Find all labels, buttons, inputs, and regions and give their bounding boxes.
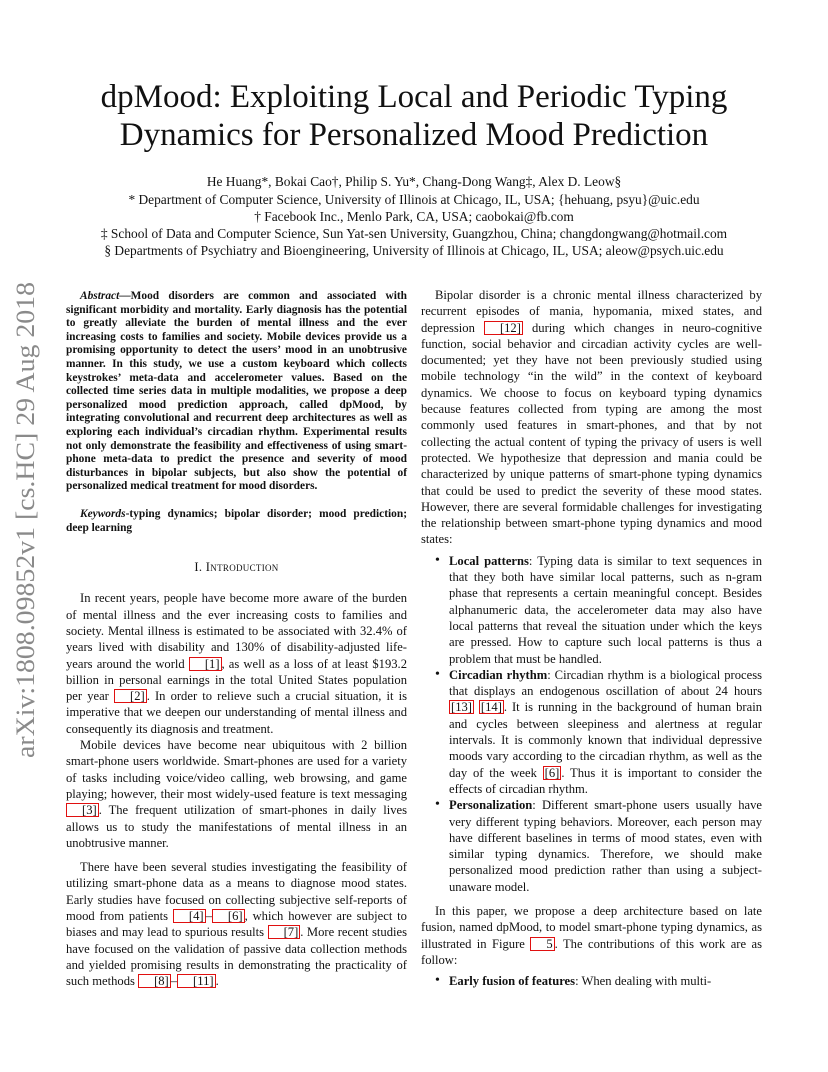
title-line-2: Dynamics for Personalized Mood Prediction — [119, 117, 709, 153]
intro-paragraph-3 — [66, 859, 407, 989]
citation-link[interactable]: [7] — [268, 925, 301, 939]
list-item — [449, 553, 762, 667]
figure-link[interactable]: 5 — [530, 937, 554, 951]
section-heading-introduction: I. Introduction — [194, 560, 279, 575]
list-item-heading: Circadian rhythm — [449, 667, 548, 682]
affiliation-4: § Departments of Psychiatry and Bioengineering, University of Illinois at Chicago, IL, USA; aleow@psych.uic.edu — [104, 243, 724, 258]
list-item-text: : Circadian rhythm is a biological process that displays an endogenous oscillation of about 24 hours — [449, 667, 762, 699]
list-item-heading: Local patterns — [449, 553, 529, 568]
keywords-text: -typing dynamics; bipolar disorder; mood prediction; deep learning — [66, 507, 407, 534]
range-dash: – — [205, 909, 212, 924]
paragraph-text: Bipolar disorder is a chronic mental illness characterized by recurrent episodes of mania, hypomania, mixed states, and depression — [421, 288, 762, 335]
range-dash: – — [170, 974, 178, 989]
paragraph-text: , which however are subject to biases and may lead to spurious results — [66, 909, 407, 940]
paragraph-text: . — [215, 974, 219, 989]
paragraph-text: In this paper, we propose a deep architecture based on late fusion, named dpMood, to model smart-phone typing dynamics, as illustrated in Figure — [421, 903, 762, 951]
list-item-heading: Personalization — [449, 798, 533, 813]
citation-link[interactable]: [12] — [484, 321, 523, 335]
citation-link[interactable]: [11] — [177, 974, 216, 988]
author-block — [60, 173, 768, 259]
citation-link[interactable]: [14] — [480, 700, 502, 715]
list-item-text: . Thus it is important to consider the effects of circadian rhythm. — [449, 765, 762, 796]
affiliation-1: * Department of Computer Science, University of Illinois at Chicago, IL, USA; {hehuang, psyu}@uic.edu — [128, 192, 700, 207]
intro-paragraph-2 — [66, 737, 407, 851]
paragraph-text: . More recent studies have focused on the validation of passive data collection methods and yielded promising results in demonstrating the practicality of such methods — [66, 925, 407, 989]
paragraph-text: . The contributions of this work are as follow: — [421, 936, 763, 967]
right-paragraph-1 — [421, 287, 762, 548]
paragraph-text: . In order to relieve such a crucial situation, it is imperative that we deepen our understanding of mental illness and consequently its diagnosis and treatment. — [66, 689, 407, 736]
list-item-text: : When dealing with multi- — [575, 974, 712, 989]
title-line-1: dpMood: Exploiting Local and Periodic Typing — [100, 79, 728, 115]
right-column — [421, 287, 762, 989]
citation-link[interactable]: [13] — [451, 700, 472, 715]
abstract — [66, 290, 407, 494]
list-item-heading: Early fusion of features — [449, 974, 576, 989]
abstract-label: Abstract — [80, 290, 120, 302]
citation-link[interactable]: [4] — [173, 909, 206, 923]
citation-link[interactable]: [3] — [66, 803, 99, 817]
paragraph-text: Mobile devices have become near ubiquitous with 2 billion smart-phone users worldwide. Smart-phones are used for a variety of tasks including voice/video calling, web browsing, and game playing; however, their most widely-used feature is text messaging — [66, 738, 407, 801]
keywords-label: Keywords — [80, 507, 126, 520]
list-item-text: . It is running in the background of human brain and cycles between sleepiness and alertness at regular intervals. It is commonly known that individual depressive moods vary according to the circadian rhythm, as well as the day of the week — [449, 700, 762, 780]
abstract-text: —Mood disorders are common and associated with significant morbidity and mortality. Early diagnosis has the potential to greatly alleviate the burden of mental illness and the ever increasing costs to families and society. Mobile devices provide us a promising opportunity to detect the users’ mood in an unobtrusive manner. In this study, we use a custom keyboard which collects keystrokes’ meta-data and accelerometer values. Based on the collected time series data in multiple modalities, we propose a deep personalized mood prediction approach, called dpMood, by integrating convolutional and recurrent deep architectures as well as exploring each individual’s circadian rhythm. Experimental results not only demonstrate the feasibility and effectiveness of using smart-phone meta-data to predict the presence and severity of mood disturbances in bipolar subjects, but also show the potential of personalized medical treatment for mood disorders. — [66, 290, 407, 493]
list-item-text: : Typing data is similar to text sequences in that they both have similar local patterns, such as n-gram phase that represents a certain meaningful concept. Besides alphanumeric data, the accelerometer data may also have local patterns that reveal the situation under which the keys are pressed. How to capture such local patterns is thus a problem that must be handled. — [449, 553, 762, 666]
affiliation-2: † Facebook Inc., Menlo Park, CA, USA; caobokai@fb.com — [254, 209, 574, 224]
citation-link[interactable]: [6] — [544, 765, 560, 780]
intro-paragraph-1 — [66, 590, 407, 737]
list-item — [449, 667, 762, 797]
paper-title — [60, 78, 768, 154]
list-item — [449, 797, 762, 895]
arxiv-side-stamp — [2, 280, 46, 760]
left-column — [66, 290, 407, 990]
paragraph-text: There have been several studies investigating the feasibility of utilizing smart-phone data as a means to diagnose mood states. Early studies have focused on collecting subjective self-reports of mood from patients — [66, 860, 407, 924]
paragraph-text: . The frequent utilization of smart-phones in daily lives allows us to study the manifestations of mental illness in an unobtrusive manner. — [66, 803, 407, 850]
right-paragraph-2 — [421, 903, 762, 968]
list-item-text: : Different smart-phone users usually have very different typing behaviors. Moreover, each person may have different baselines in terms of mood states, even with similar typing dynamics. Therefore, we should make personalized mood prediction rather than using a subject-unaware model. — [449, 798, 762, 894]
citation-link[interactable]: [6] — [212, 909, 245, 923]
contributions-list — [421, 973, 762, 989]
paragraph-text: In recent years, people have become more aware of the burden of mental illness and the ever increasing costs to families and society. Mental illness is estimated to be associated with 32.4% of years lived with disability and 130% of disability-adjusted life-years around the world — [66, 591, 407, 671]
citation-link[interactable]: [1] — [189, 657, 222, 671]
author-list: He Huang*, Bokai Cao†, Philip S. Yu*, Chang-Dong Wang‡, Alex D. Leow§ — [206, 174, 622, 189]
paragraph-text: , as well as a loss of at least $193.2 billion in personal earnings in the total United States population per year — [66, 656, 407, 704]
arxiv-identifier: arXiv:1808.09852v1 [cs.HC] 29 Aug 2018 — [10, 304, 40, 758]
citation-link[interactable]: [2] — [114, 689, 147, 703]
citation-link[interactable]: [8] — [138, 974, 171, 988]
paragraph-text: during which changes in neuro-cognitive function, social behavior and circadian activity cycles are well-documented; yet they have not been previously studied using mobile technology “in the wild” in the context of keyboard dynamics. We choose to focus on keyboard typing dynamics because features collected from typing are among the most commonly used features in smart-phones, and that by not collecting the actual content of typing the privacy of users is well protected. We hypothesize that depression and mania could be characterized by unique patterns of smart-phone typing dynamics that could be used to predict the severity of these mood states. However, there are several formidable challenges for investigating the relationship between smart-phone typing dynamics and mood states: — [421, 320, 762, 547]
keywords — [66, 508, 407, 535]
affiliation-3: ‡ School of Data and Computer Science, Sun Yat-sen University, Guangzhou, China; changdongwang@hotmail.com — [100, 226, 728, 241]
list-item — [449, 973, 762, 989]
challenges-list — [421, 553, 762, 895]
